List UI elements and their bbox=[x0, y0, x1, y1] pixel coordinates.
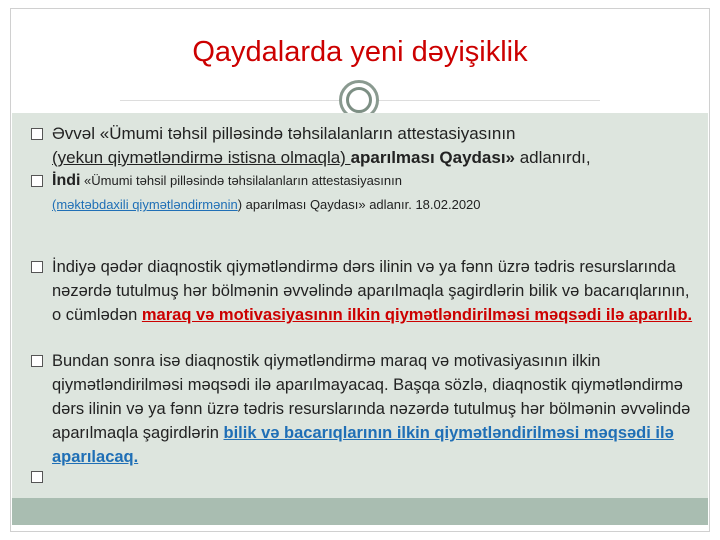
checkbox-bullet-icon bbox=[31, 471, 43, 483]
checkbox-bullet-icon bbox=[31, 175, 43, 187]
bullet-new-name-end: ) aparılması Qaydası» adlanır. 18.02.2020 bbox=[237, 197, 481, 212]
content-panel bbox=[12, 113, 708, 498]
bullet-previous-practice-text: İndiyə qədər diaqnostik qiymətləndirmə dərs ilinin və ya fənn üzrə tədris resurslarında nəzərdə tutulmuş hər bölmənin əvvəlində aparılmaqla şagirdlərin bilik və bacarıqlarının, o cümlədən bbox=[52, 258, 690, 324]
bullet-previous-practice bbox=[22, 255, 702, 327]
checkbox-bullet-icon bbox=[31, 128, 43, 140]
bullet-new-name bbox=[22, 169, 702, 217]
bullet-new-name-text: «Ümumi təhsil pilləsində təhsilalanların attestasiyasının bbox=[80, 173, 402, 188]
footer-bar bbox=[12, 498, 708, 525]
bullet-old-name-text: Əvvəl «Ümumi təhsil pilləsində təhsilalanların attestasiyasının bbox=[52, 124, 516, 143]
checkbox-bullet-icon bbox=[31, 355, 43, 367]
bullet-old-name-parenthetical: (yekun qiymətləndirmə istisna olmaqla) bbox=[52, 148, 351, 167]
slide-title: Qaydalarda yeni dəyişiklik bbox=[192, 36, 528, 68]
bullet-new-name-link: (məktəbdaxili qiymətləndirmənin bbox=[52, 197, 238, 212]
bullet-old-name-end: adlanırdı, bbox=[515, 148, 591, 167]
checkbox-bullet-icon bbox=[31, 261, 43, 273]
bullet-old-name-bold: aparılması Qaydası» bbox=[350, 148, 515, 167]
bullet-new-practice bbox=[22, 349, 702, 469]
bullet-new-practice-highlight: bilik və bacarıqlarının ilkin qiymətləndirilməsi məqsədi ilə aparılacaq. bbox=[52, 424, 674, 466]
bullet-old-name bbox=[22, 122, 702, 170]
bullet-new-practice-text: Bundan sonra isə diaqnostik qiymətləndirmə maraq və motivasiyasının ilkin qiymətləndirilməsi məqsədi ilə aparılmayacaq. Başqa sözlə, diaqnostik qiymətləndirmə dərs ilinin və ya fənn üzrə tədris resurslarında nəzərdə tutulmuş hər bölmənin əvvəlində aparılmaqla şagirdlərin bbox=[52, 352, 691, 442]
bullet-new-name-lead: İndi bbox=[52, 172, 81, 189]
bullet-previous-practice-highlight: maraq və motivasiyasının ilkin qiymətləndirilməsi məqsədi ilə aparılıb. bbox=[141, 306, 693, 324]
